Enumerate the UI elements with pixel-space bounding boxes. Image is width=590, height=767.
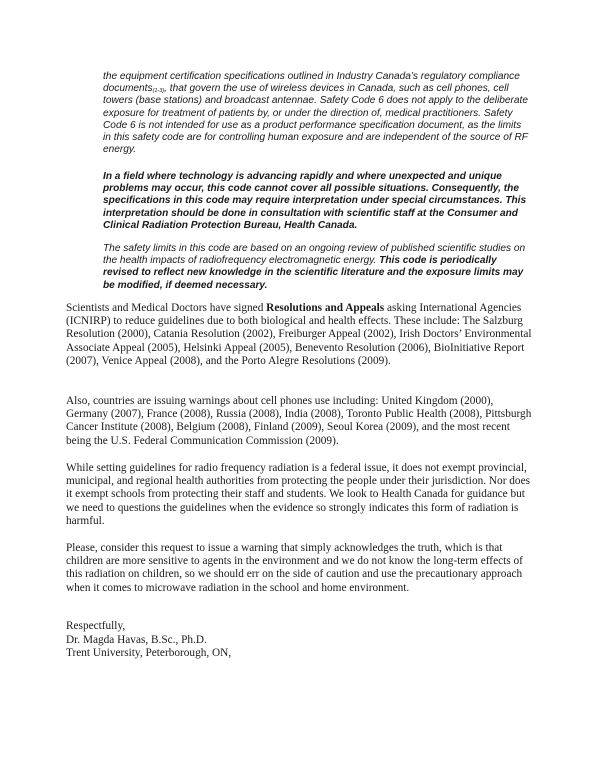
resolutions-text-start: Scientists and Medical Doctors have signed [66,302,267,314]
quote-paragraph-safety-limits [103,243,531,292]
signatory-name: Dr. Magda Havas, B.Sc., Ph.D. [66,633,207,646]
salutation: Respectfully, [66,620,126,632]
quote-scope-text-start: the equipment certification specifications outlined in Industry Canada’s regulatory compliance documents [103,71,520,95]
paragraph-resolutions [66,302,534,368]
signature-block [66,620,231,661]
resolutions-text-end: asking International Agencies (ICNIRP) to reduce guidelines due to both biological and health effects. These include: The Salzburg Resolution (2000), Catania Resolution (2002), Freiburger Appeal (2002), Irish Doctors’ Environmental Associate Appeal (2005), Helsinki Appeal (2005), Benevento Resolution (2006), BioInitiative Report (2007), Venice Appeal (2008), and the Porto Alegre Resolutions (2009). [66,302,532,367]
quote-safety-limits-bold-text: This code is periodically revised to reflect new knowledge in the scientific literature and the exposure limits may be modified, if deemed necessary. [103,255,524,291]
citation-reference: (1-3) [152,88,165,95]
paragraph-country-warnings: Also, countries are issuing warnings about cell phones use including: United Kingdom (2000), Germany (2007), France (2008), Russia (2008), India (2008), Toronto Public Health (2008), Pittsburgh Cancer Institute (2008), Belgium (2008), Finland (2009), Seoul Korea (2009), and the most recent being the U.S. Federal Communication Commission (2009). [66,395,532,447]
quote-scope-text-end: , that govern the use of wireless devices in Canada, such as cell phones, cell towers (base stations) and broadcast antennae. Safety Code 6 does not apply to the deliberate exposure for treatment of patients by, or under the direction of, medical practitioners. Safety Code 6 is not intended for use as a product performance specification document, as the limits in this safety code are for controlling human exposure and are independent of the source of RF energy. [103,83,528,156]
quote-paragraph-scope [103,71,531,156]
signatory-affiliation: Trent University, Peterborough, ON, [66,647,232,660]
quote-paragraph-interpretation: In a field where technology is advancing rapidly and where unexpected and unique problems may occur, this code cannot cover all possible situations. Consequently, the specifications in this code may require interpretation under special circumstances. This interpretation should be done in consultation with scientific staff at the Consumer and Clinical Radiation Protection Bureau, Health Canada. [103,171,527,231]
paragraph-request: Please, consider this request to issue a warning that simply acknowledges the truth, which is that children are more sensitive to agents in the environment and we do not know the long-term effects of this radiation on children, so we should err on the side of caution and use the precautionary approach when it comes to microwave radiation in the school and home environment. [66,542,523,594]
quote-safety-limits-text: The safety limits in this code are based on an ongoing review of published scientific studies on the health impacts of radiofrequency electromagnetic energy. [103,243,526,267]
resolutions-bold-term: Resolutions and Appeals [266,302,385,314]
paragraph-federal-guidelines: While setting guidelines for radio frequency radiation is a federal issue, it does not exempt provincial, municipal, and regional health authorities from protecting the people under their jurisdiction. Nor does it exempt schools from protecting their staff and students. We look to Health Canada for guidance but we need to questions the guidelines when the evidence so strongly indicates this form of radiation is harmful. [66,462,530,527]
